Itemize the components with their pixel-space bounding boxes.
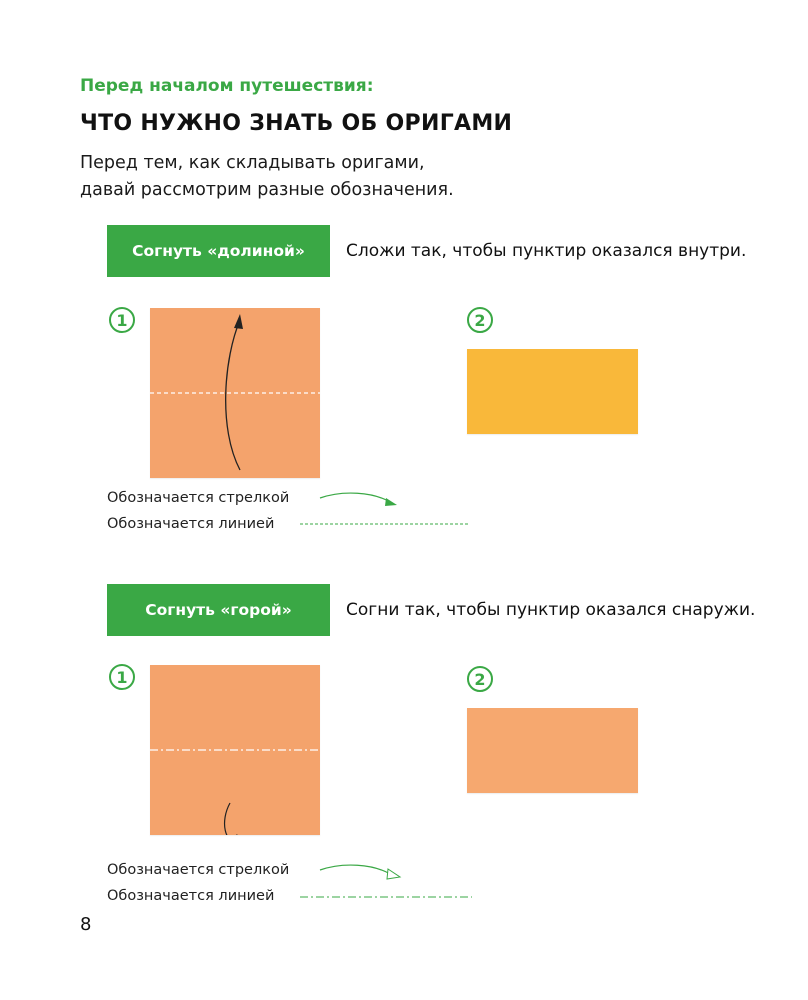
- legend-arrow-label: Обозначается стрелкой: [107, 862, 290, 878]
- page-subtitle: Перед началом путешествия:: [80, 76, 374, 96]
- valley-arrow-sample: [318, 488, 400, 512]
- legend-line-label: Обозначается линией: [107, 888, 275, 904]
- legend-arrow-label: Обозначается стрелкой: [107, 490, 290, 506]
- intro-text: [80, 150, 454, 204]
- mountain-arrow-sample: [318, 860, 404, 884]
- intro-line-2: давай рассмотрим разные обозначения.: [80, 180, 454, 200]
- step-1-badge: 1: [109, 664, 135, 690]
- mountain-fold-paper-step2: [467, 708, 638, 793]
- page-title: ЧТО НУЖНО ЗНАТЬ ОБ ОРИГАМИ: [80, 111, 513, 136]
- step-1-badge: 1: [109, 307, 135, 333]
- mountain-line-sample: [300, 894, 474, 900]
- valley-fold-paper-step2: [467, 349, 638, 434]
- page-number: 8: [80, 914, 92, 935]
- step-2-badge: 2: [467, 666, 493, 692]
- valley-fold-paper-step1: [150, 308, 320, 478]
- valley-line-sample: [300, 521, 472, 527]
- mountain-fold-button[interactable]: Согнуть «горой»: [107, 584, 330, 636]
- intro-line-1: Перед тем, как складывать оригами,: [80, 153, 425, 173]
- mountain-fold-paper-step1: [150, 665, 320, 835]
- legend-line-label: Обозначается линией: [107, 516, 275, 532]
- mountain-fold-description: Согни так, чтобы пунктир оказался снаружи.: [346, 600, 756, 620]
- valley-fold-button[interactable]: Согнуть «долиной»: [107, 225, 330, 277]
- step-2-badge: 2: [467, 307, 493, 333]
- valley-fold-description: Сложи так, чтобы пунктир оказался внутри.: [346, 241, 747, 261]
